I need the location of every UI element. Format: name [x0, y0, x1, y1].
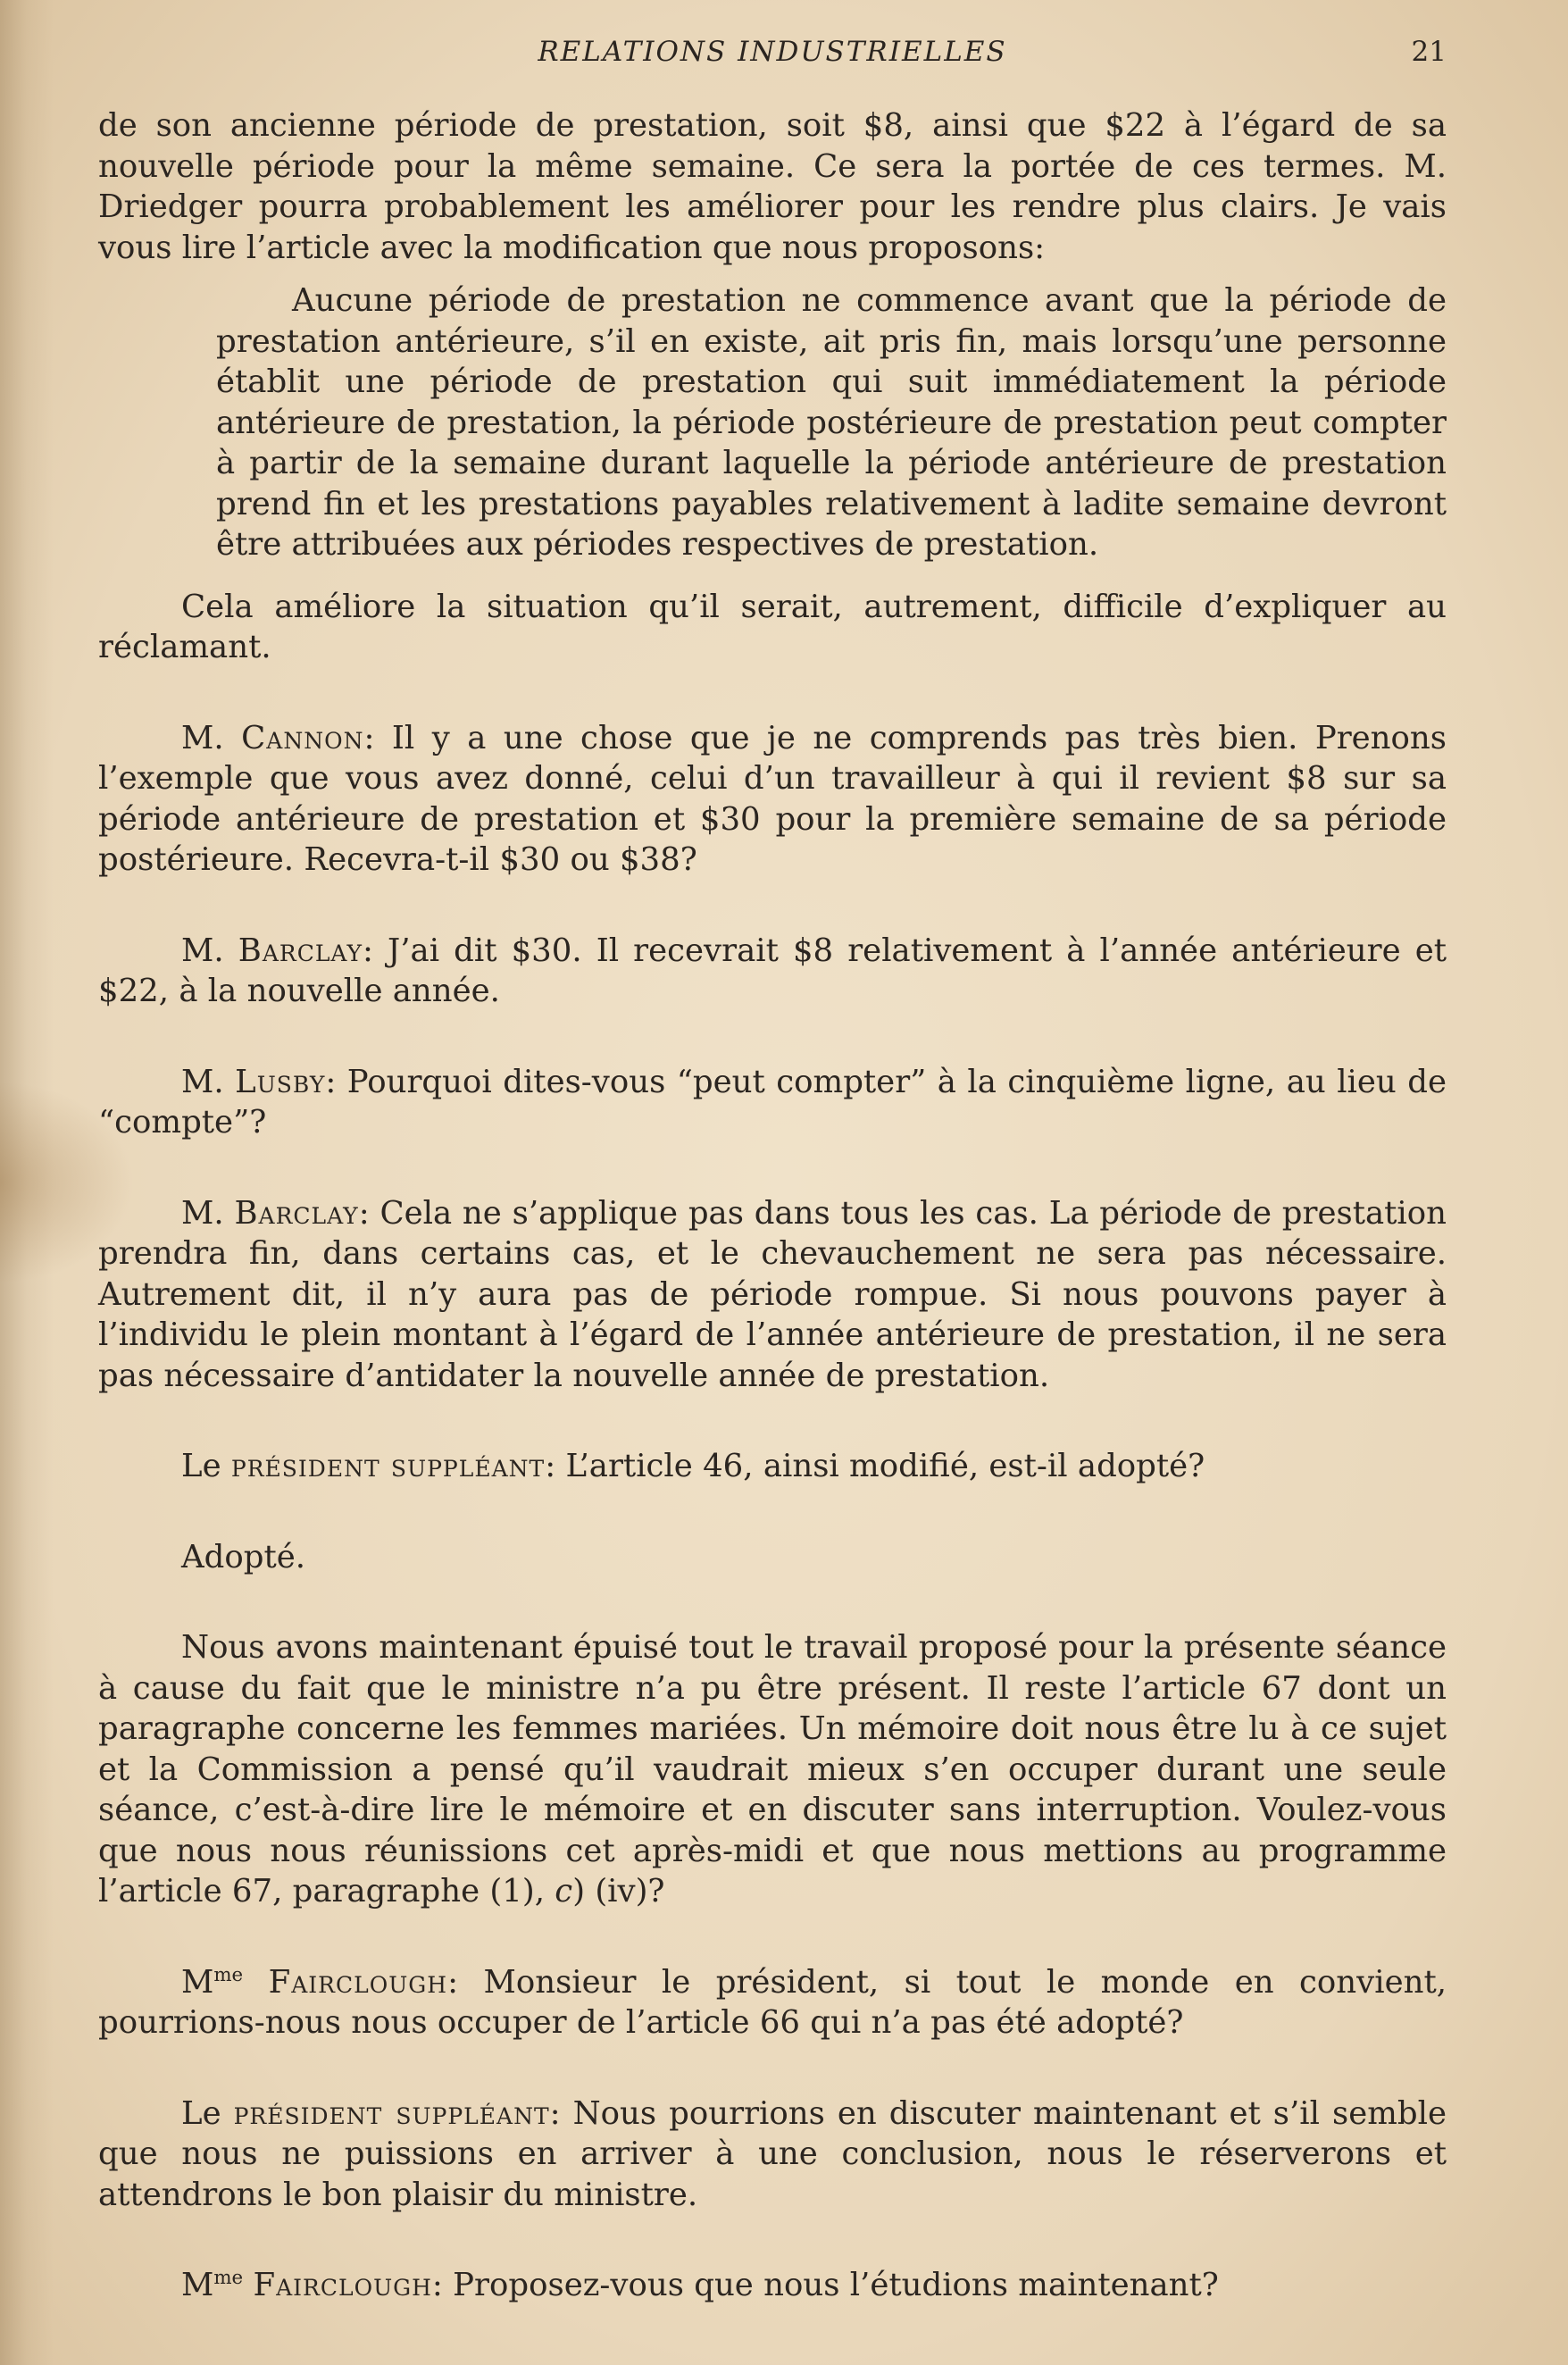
- quoted-article: Aucune période de prestation ne commence avant que la période de prestation antérieure, s’il en existe, ait pris fin, mais lorsqu’une personne établit une période de prestation qui suit immédiatement la période antérieure de prestation, la période postérieure de prestation peut compter à partir de la semaine durant laquelle la période antérieure de prestation prend fin et les prestations payables relativement à ladite semaine devront être attribuées aux périodes respectives de prestation.: [216, 282, 1447, 563]
- speaker-prefix-sup: me: [213, 2267, 244, 2290]
- speaker-prefix: Le: [181, 1448, 231, 1484]
- paragraph-text: Nous avons maintenant épuisé tout le travail proposé pour la présente séance à cause du fait que le ministre n’a pu être présent. Il reste l’article 67 dont un paragraphe concerne les femmes mariées. Un mémoire doit nous être lu à ce sujet et la Commission a pensé qu’il vaudrait mieux s’en occuper durant une seule séance, c’est-à-dire lire le mémoire et en discuter sans interruption. Voulez-vous que nous nous réunissions cet après-midi et que nous mettions au programme l’article 67, paragraphe (1),: [98, 1629, 1447, 1910]
- paragraph: de son ancienne période de prestation, soit $8, ainsi que $22 à l’égard de sa nouvelle période pour la même semaine. Ce sera la portée de ces termes. M. Driedger pourra probablement les améliorer pour les rendre plus clairs. Je vais vous lire l’article avec la modification que nous proposons:: [98, 107, 1447, 266]
- speech-barclay: [98, 1193, 1447, 1397]
- speech-text: : Monsieur le président, si tout le monde en convient, pourrions-nous nous occuper de l’article 66 qui n’a pas été adopté?: [98, 1963, 1447, 2041]
- page-header: [98, 36, 1447, 80]
- page-number: 21: [1411, 36, 1447, 68]
- speech-text: : Pourquoi dites-vous “peut compter” à la cinquième ligne, au lieu de “compte”?: [98, 1063, 1447, 1141]
- speaker-prefix: Le: [181, 2094, 234, 2132]
- speaker-prefix-sup: me: [213, 1963, 244, 1986]
- speaker-name: président suppléant: [233, 2094, 550, 2132]
- speaker-prefix: M: [181, 1963, 214, 2001]
- speaker-prefix: M.: [181, 1063, 236, 1100]
- italic-letter: c: [555, 1873, 573, 1910]
- speaker-name: Fairclough: [268, 1963, 448, 2001]
- speech-text: : Nous pourrions en discuter maintenant et s’il semble que nous ne puissions en arriver à une conclusion, nous le réserverons et attendrons le bon plaisir du ministre.: [98, 2094, 1447, 2213]
- speaker-name: Barclay: [238, 932, 363, 969]
- speech-president: [98, 2093, 1447, 2216]
- paragraph: Adopté.: [181, 1538, 306, 1575]
- speech-president: [98, 1446, 1447, 1487]
- speaker-name: Cannon: [241, 719, 364, 756]
- speaker-prefix: M: [181, 2267, 214, 2303]
- paragraph: [98, 1627, 1447, 1912]
- speech-cannon: [98, 718, 1447, 881]
- speaker-name: Barclay: [234, 1194, 359, 1232]
- speaker-prefix: M.: [181, 1194, 235, 1232]
- speaker-name: président suppléant: [230, 1448, 546, 1484]
- paragraph-text: ) (iv)?: [572, 1873, 665, 1910]
- speech-fairclough: [98, 2265, 1447, 2306]
- speaker-name: Fairclough: [253, 2267, 432, 2303]
- speech-text: : Proposez-vous que nous l’étudions maintenant?: [431, 2267, 1219, 2303]
- body-text: [98, 105, 1447, 2306]
- speech-text: : J’ai dit $30. Il recevrait $8 relativement à l’année antérieure et $22, à la nouvelle année.: [98, 932, 1447, 1009]
- speaker-prefix: M.: [181, 932, 238, 969]
- speaker-prefix: M.: [181, 719, 242, 756]
- paragraph: Cela améliore la situation qu’il serait, autrement, difficile d’expliquer au réclamant.: [98, 588, 1447, 665]
- speech-text: : Il y a une chose que je ne comprends pas très bien. Prenons l’exemple que vous avez donné, celui d’un travailleur à qui il revient $8 sur sa période antérieure de prestation et $30 pour la première semaine de sa période postérieure. Recevra-t-il $30 ou $38?: [98, 719, 1447, 878]
- speech-fairclough: [98, 1962, 1447, 2043]
- speaker-name: Lusby: [235, 1063, 326, 1100]
- speech-text: : L’article 46, ainsi modifié, est-il adopté?: [545, 1448, 1205, 1484]
- running-title: RELATIONS INDUSTRIELLES: [538, 36, 1007, 68]
- speech-lusby: [98, 1062, 1447, 1143]
- speech-text: : Cela ne s’applique pas dans tous les cas. La période de prestation prendra fin, dans certains cas, et le chevauchement ne sera pas nécessaire. Autrement dit, il n’y aura pas de période rompue. Si nous pouvons payer à l’individu le plein montant à l’égard de l’année antérieure de prestation, il ne sera pas nécessaire d’antidater la nouvelle année de prestation.: [98, 1194, 1447, 1394]
- speech-barclay: [98, 931, 1447, 1012]
